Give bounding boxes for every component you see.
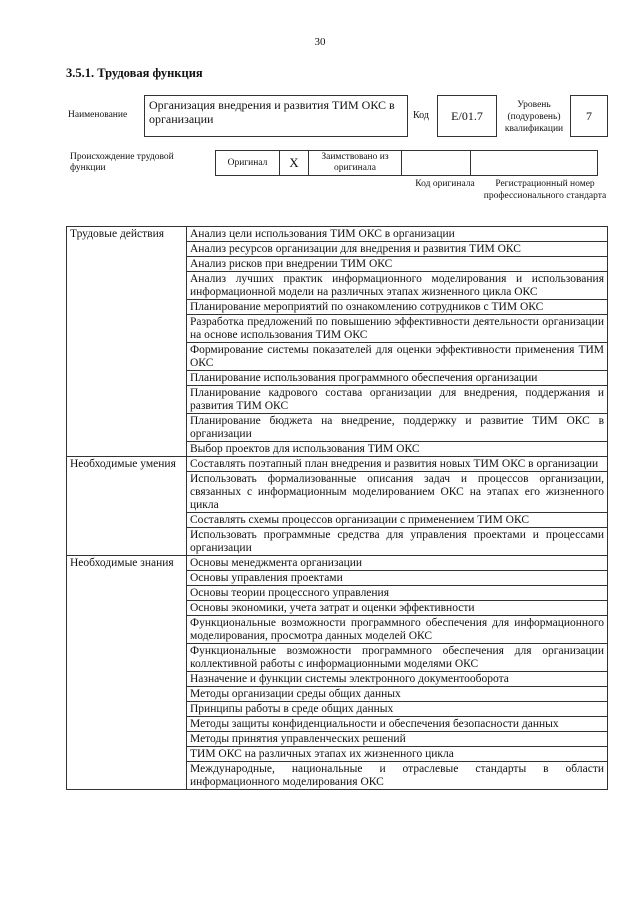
function-name-box: Организация внедрения и развития ТИМ ОКС в организации: [144, 95, 408, 137]
item-cell: Планирование бюджета на внедрение, поддержку и развитие ТИМ ОКС в организации: [187, 414, 608, 442]
category-cell: Необходимые знания: [67, 556, 187, 790]
level-label: Уровень (подуровень) квалификации: [504, 100, 564, 134]
item-cell: Планирование кадрового состава организации для внедрения, поддержания и развития ТИМ ОКС: [187, 386, 608, 414]
code-label: Код: [413, 110, 429, 121]
item-cell: Методы принятия управленческих решений: [187, 732, 608, 747]
category-cell: Трудовые действия: [67, 227, 187, 457]
item-cell: Основы управления проектами: [187, 571, 608, 586]
code-box: E/01.7: [437, 95, 497, 137]
level-box: 7: [570, 95, 608, 137]
item-cell: Планирование использования программного обеспечения организации: [187, 371, 608, 386]
reg-number-cell: [470, 150, 598, 176]
item-cell: Методы организации среды общих данных: [187, 687, 608, 702]
page-number: 30: [314, 36, 326, 48]
section-title: 3.5.1. Трудовая функция: [66, 66, 203, 80]
item-cell: Составлять поэтапный план внедрения и развития новых ТИМ ОКС в организации: [187, 457, 608, 472]
item-cell: ТИМ ОКС на различных этапах их жизненного цикла: [187, 747, 608, 762]
item-cell: Анализ лучших практик информационного моделирования и использования информационной модели на различных этапах жизненного цикла ОКС: [187, 272, 608, 300]
item-cell: Анализ ресурсов организации для внедрения и развития ТИМ ОКС: [187, 242, 608, 257]
table-row: [67, 556, 608, 571]
item-cell: Функциональные возможности программного обеспечения для информационного моделирования, просмотра данных моделей ОКС: [187, 616, 608, 644]
item-cell: Функциональные возможности программного обеспечения для организации коллективной работы с информационными моделями ОКС: [187, 644, 608, 672]
item-cell: Использовать программные средства для управления проектами и процессами организации: [187, 528, 608, 556]
original-cell: Оригинал: [215, 150, 280, 176]
item-cell: Использовать формализованные описания задач и процессов организации, связанных с информационным моделированием ОКС на этапах его жизненного цикла: [187, 472, 608, 513]
code-original-label: Код оригинала: [415, 179, 475, 189]
item-cell: Формирование системы показателей для оценки эффективности применения ТИМ ОКС: [187, 343, 608, 371]
name-label: Наименование: [68, 110, 128, 120]
category-cell: Необходимые умения: [67, 457, 187, 556]
item-cell: Международные, национальные и отраслевые стандарты в области информационного моделирования ОКС: [187, 762, 608, 790]
item-cell: Назначение и функции системы электронного документооборота: [187, 672, 608, 687]
item-cell: Анализ рисков при внедрении ТИМ ОКС: [187, 257, 608, 272]
item-cell: Составлять схемы процессов организации с применением ТИМ ОКС: [187, 513, 608, 528]
item-cell: Анализ цели использования ТИМ ОКС в организации: [187, 227, 608, 242]
item-cell: Разработка предложений по повышению эффективности деятельности организации на основе использования ТИМ ОКС: [187, 315, 608, 343]
function-table: [66, 226, 608, 790]
item-cell: Методы защиты конфиденциальности и обеспечения безопасности данных: [187, 717, 608, 732]
origin-label: Происхождение трудовой функции: [70, 152, 174, 173]
item-cell: Выбор проектов для использования ТИМ ОКС: [187, 442, 608, 457]
borrowed-cell: Заимствовано из оригинала: [308, 150, 402, 176]
item-cell: Планирование мероприятий по ознакомлению сотрудников с ТИМ ОКС: [187, 300, 608, 315]
item-cell: Основы теории процессного управления: [187, 586, 608, 601]
original-mark: X: [279, 150, 309, 176]
table-row: [67, 457, 608, 472]
table-row: [67, 227, 608, 242]
reg-number-label: Регистрационный номер профессионального стандарта: [483, 179, 607, 201]
code-original-cell: [401, 150, 471, 176]
item-cell: Основы экономики, учета затрат и оценки эффективности: [187, 601, 608, 616]
item-cell: Принципы работы в среде общих данных: [187, 702, 608, 717]
item-cell: Основы менеджмента организации: [187, 556, 608, 571]
origin-row: [216, 150, 598, 176]
